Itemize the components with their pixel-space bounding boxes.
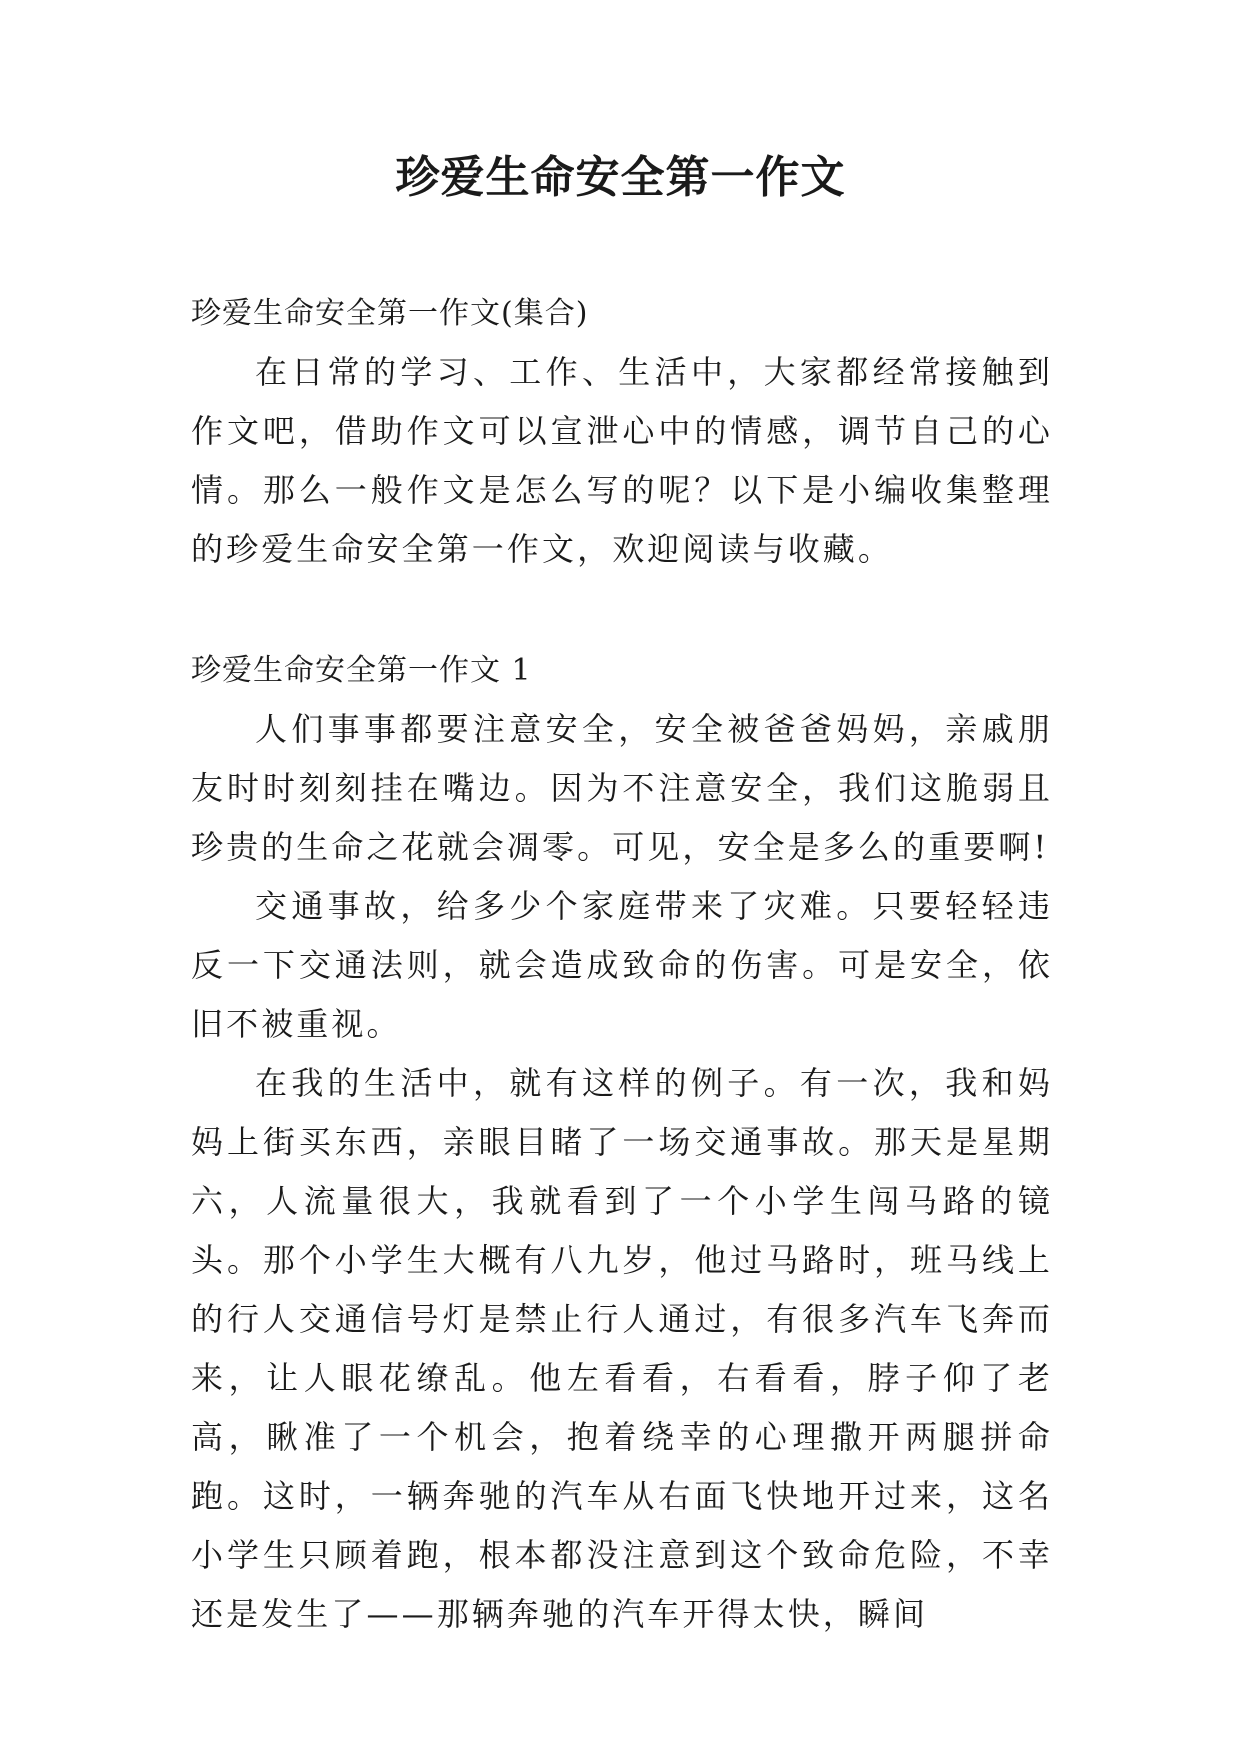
body-paragraph-3: 在我的生活中，就有这样的例子。有一次，我和妈妈上街买东西，亲眼目睹了一场交通事故。那天是星期六，人流量很大，我就看到了一个小学生闯马路的镜头。那个小学生大概有八九岁，他过马路时，班马线上的行人交通信号灯是禁止行人通过，有很多汽车飞奔而来，让人眼花缭乱。他左看看，右看看，脖子仰了老高，瞅准了一个机会，抱着绕幸的心理撒开两腿拼命跑。这时，一辆奔驰的汽车从右面飞快地开过来，这名小学生只顾着跑，根本都没注意到这个致命危险，不幸还是发生了——那辆奔驰的汽车开得太快，瞬间 <box>191 1064 1053 1633</box>
document-subtitle: 珍爱生命安全第一作文(集合) <box>191 296 589 331</box>
section-spacer <box>191 579 1053 641</box>
intro-paragraph: 在日常的学习、工作、生活中，大家都经常接触到作文吧，借助作文可以宣泄心中的情感，调节自己的心情。那么一般作文是怎么写的呢？以下是小编收集整理的珍爱生命安全第一作文，欢迎阅读与收藏。 <box>191 353 1053 568</box>
body-paragraph-2: 交通事故，给多少个家庭带来了灾难。只要轻轻违反一下交通法则，就会造成致命的伤害。可是安全，依旧不被重视。 <box>191 887 1053 1043</box>
document-title: 珍爱生命安全第一作文 <box>395 152 846 203</box>
section-heading: 珍爱生命安全第一作文 1 <box>191 653 532 688</box>
document-body <box>191 284 1053 1644</box>
body-paragraph-1: 人们事事都要注意安全，安全被爸爸妈妈，亲戚朋友时时刻刻挂在嘴边。因为不注意安全，我们这脆弱且珍贵的生命之花就会凋零。可见，安全是多么的重要啊! <box>191 710 1053 866</box>
